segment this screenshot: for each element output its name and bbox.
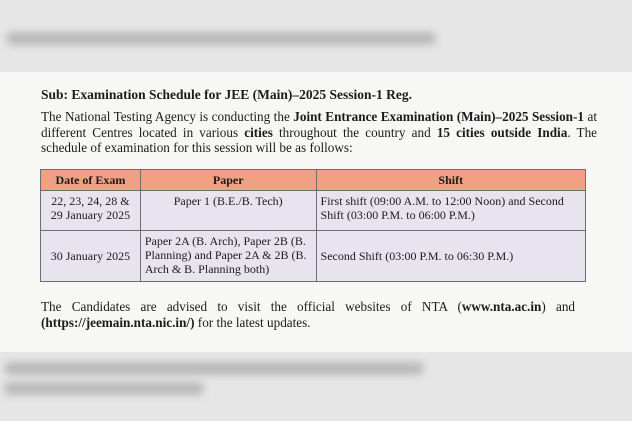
footer-text: The Candidates are advised to visit the official websites of NTA ( <box>41 299 462 314</box>
blurred-text-line <box>4 382 204 395</box>
cell-paper: Paper 1 (B.E./B. Tech) <box>140 191 316 231</box>
intro-bold-cities: cities <box>244 124 273 140</box>
document-page <box>0 72 632 352</box>
intro-text: The National Testing Agency is conducting the <box>41 109 294 124</box>
cell-shift: First shift (09:00 A.M. to 12:00 Noon) and Second Shift (03:00 P.M. to 06:00 P.M.) <box>316 191 585 231</box>
intro-text: at different Centres located in various <box>41 109 597 140</box>
blurred-header-area <box>0 0 632 72</box>
header-shift: Shift <box>316 170 585 191</box>
subject-line: Sub: Examination Schedule for JEE (Main)–2025 Session-1 Reg. <box>41 87 413 102</box>
blurred-text-line <box>4 362 424 375</box>
table-header-row <box>41 170 586 191</box>
header-paper: Paper <box>140 170 316 191</box>
intro-paragraph <box>41 109 597 156</box>
footer-text: ) and <box>541 299 576 314</box>
schedule-table <box>40 169 586 282</box>
cell-date: 22, 23, 24, 28 & 29 January 2025 <box>41 191 141 231</box>
header-date: Date of Exam <box>41 170 141 191</box>
intro-bold-abroad: 15 cities outside India <box>436 124 568 140</box>
footer-paragraph-line2 <box>41 315 311 331</box>
blurred-footer-area <box>0 352 632 421</box>
cell-shift: Second Shift (03:00 P.M. to 06:30 P.M.) <box>316 231 585 282</box>
intro-text: . The schedule of examination for this session will be as follows: <box>41 124 598 156</box>
table-row <box>41 231 586 282</box>
footer-text: for the latest updates. <box>194 315 311 330</box>
blurred-text-line <box>6 32 436 45</box>
intro-bold-exam: Joint Entrance Examination (Main)–2025 Session-1 <box>293 109 585 124</box>
cell-paper: Paper 2A (B. Arch), Paper 2B (B. Planning) and Paper 2A & 2B (B. Arch & B. Planning both) <box>140 231 316 282</box>
cell-date: 30 January 2025 <box>41 231 141 282</box>
footer-paragraph-line1 <box>41 299 575 315</box>
nta-website-link[interactable]: www.nta.ac.in <box>461 299 542 314</box>
jeemain-website-link[interactable]: (https://jeemain.nta.nic.in/) <box>41 315 195 330</box>
intro-text: throughout the country and <box>272 124 437 140</box>
table-row <box>41 191 586 231</box>
